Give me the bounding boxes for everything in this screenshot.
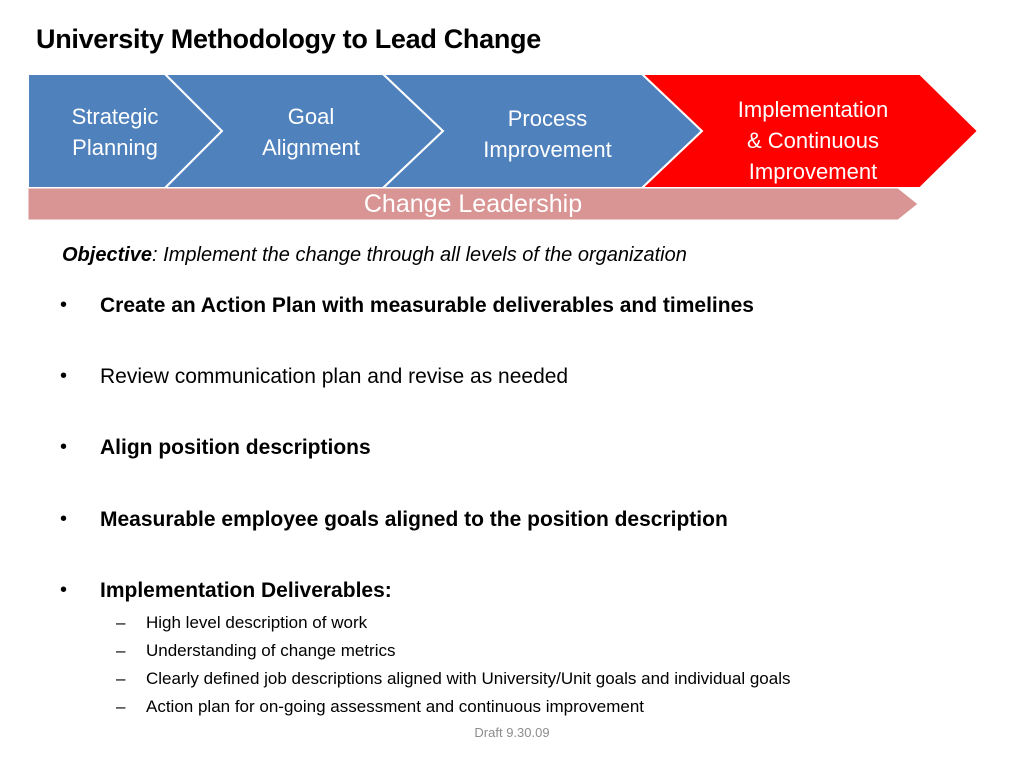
dash-symbol: – <box>116 697 126 716</box>
bullet-symbol: • <box>60 579 68 601</box>
bullet-text: Create an Action Plan with measurable deliverables and timelines <box>100 294 754 317</box>
bullet-text: Align position descriptions <box>100 436 371 459</box>
footer-draft-label: Draft 9.30.09 <box>474 725 550 740</box>
bullet-text: Measurable employee goals aligned to the position description <box>100 508 728 531</box>
bullet-symbol: • <box>60 294 68 316</box>
sub-bullet-item <box>116 669 790 689</box>
step-label-process-improvement: Process Improvement <box>483 106 612 162</box>
objective-lead: Objective <box>62 244 153 266</box>
bullet-symbol: • <box>60 508 68 530</box>
dash-symbol: – <box>116 641 126 660</box>
sub-bullet-text: Understanding of change metrics <box>146 641 396 660</box>
sub-bullet-item <box>116 697 644 717</box>
sub-bullet-text: High level description of work <box>146 613 368 632</box>
dash-symbol: – <box>116 669 126 688</box>
bullet-text: Review communication plan and revise as needed <box>100 365 569 388</box>
bullet-item <box>60 436 371 460</box>
bullet-symbol: • <box>60 436 68 458</box>
bullet-item <box>60 365 568 389</box>
bullet-item <box>60 579 392 603</box>
sub-bullet-item <box>116 613 367 633</box>
bullet-text: Implementation Deliverables: <box>100 579 392 602</box>
change-leadership-label: Change Leadership <box>363 190 583 218</box>
sub-bullet-text: Action plan for on-going assessment and continuous improvement <box>146 697 645 716</box>
bullet-symbol: • <box>60 365 68 387</box>
dash-symbol: – <box>116 613 126 632</box>
bullet-item <box>60 294 754 318</box>
sub-bullet-item <box>116 641 395 661</box>
objective-text: : Implement the change through all levels of the organization <box>152 244 687 266</box>
objective-line <box>62 244 687 267</box>
sub-bullet-text: Clearly defined job descriptions aligned with University/Unit goals and individual goals <box>146 669 791 688</box>
step-label-implementation: Implementation & Continuous Improvement <box>737 96 889 184</box>
slide-title: University Methodology to Lead Change <box>36 24 541 54</box>
bullet-item <box>60 508 728 532</box>
step-label-strategic-planning: Strategic Planning <box>71 104 159 160</box>
step-label-goal-alignment: Goal Alignment <box>262 104 360 160</box>
